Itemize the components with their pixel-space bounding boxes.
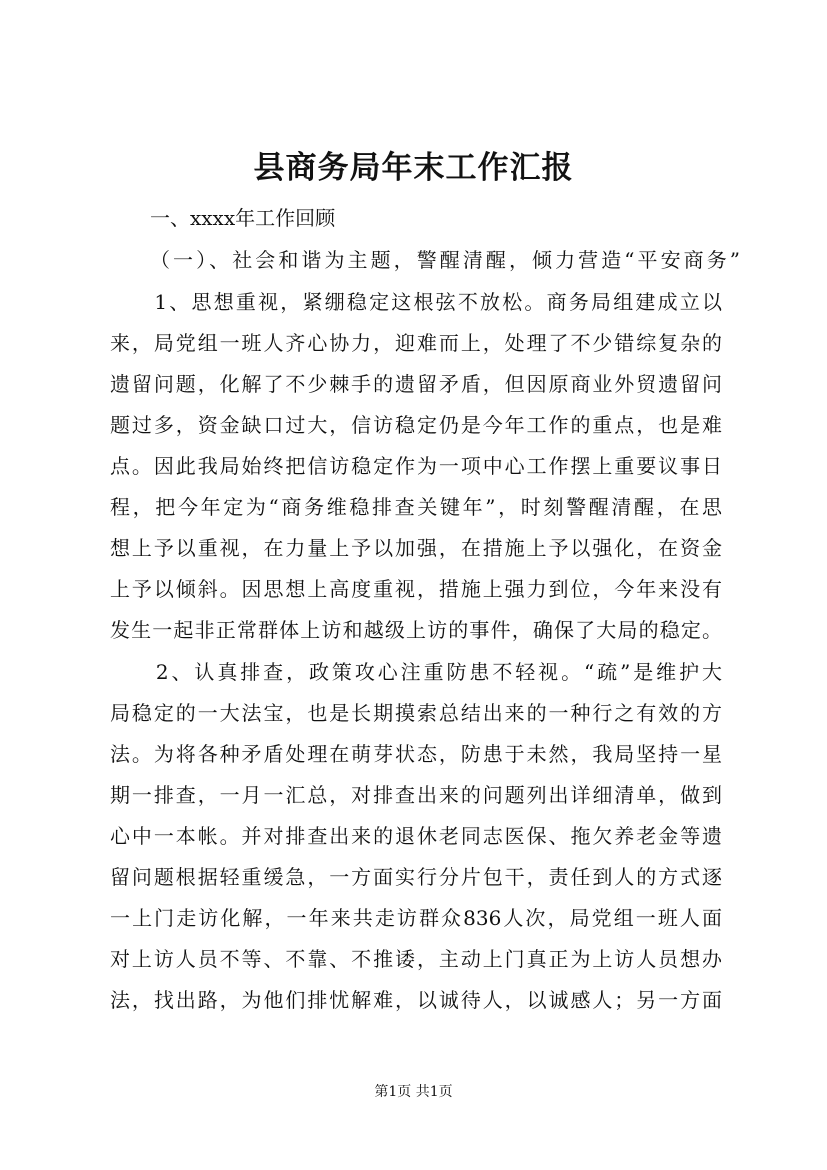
- paragraph-line: 题过多，资金缺口过大，信访稳定仍是今年工作的重点，也是难: [110, 413, 722, 437]
- paragraph-line: 对上访人员不等、不靠、不推诿，主动上门真正为上访人员想办: [110, 947, 722, 971]
- section-heading: 一、xxxx年工作回顾: [110, 206, 336, 230]
- paragraph-line: 局稳定的一大法宝，也是长期摸索总结出来的一种行之有效的方: [110, 701, 722, 725]
- paragraph-line: 发生一起非正常群体上访和越级上访的事件，确保了大局的稳定。: [110, 618, 722, 642]
- paragraph-line: 来，局党组一班人齐心协力，迎难而上，处理了不少错综复杂的: [110, 331, 722, 355]
- paragraph-line: 上予以倾斜。因思想上高度重视，措施上强力到位，今年来没有: [110, 577, 722, 601]
- paragraph-line: 2、认真排查，政策攻心注重防患不轻视。“疏”是维护大: [110, 660, 722, 684]
- subsection-heading: （一）、社会和谐为主题，警醒清醒，倾力营造“平安商务”: [150, 248, 740, 272]
- paragraph-line: 留问题根据轻重缓急，一方面实行分片包干，责任到人的方式逐: [110, 865, 722, 889]
- document-title: 县商务局年末工作汇报: [253, 150, 574, 186]
- paragraph-line: 程，把今年定为“商务维稳排查关键年”，时刻警醒清醒，在思: [110, 495, 722, 519]
- paragraph-line: 点。因此我局始终把信访稳定作为一项中心工作摆上重要议事日: [110, 454, 722, 478]
- page-footer: 第1页 共1页: [374, 1084, 453, 1100]
- paragraph-line: 遗留问题，化解了不少棘手的遗留矛盾，但因原商业外贸遗留问: [110, 372, 722, 396]
- paragraph-line: 1、思想重视，紧绷稳定这根弦不放松。商务局组建成立以: [110, 290, 722, 314]
- paragraph-line: 法。为将各种矛盾处理在萌芽状态，防患于未然，我局坚持一星: [110, 742, 722, 766]
- paragraph-line: 一上门走访化解，一年来共走访群众836人次，局党组一班人面: [110, 906, 722, 930]
- paragraph-line: 想上予以重视，在力量上予以加强，在措施上予以强化，在资金: [110, 536, 722, 560]
- paragraph-line: 期一排查，一月一汇总，对排查出来的问题列出详细清单，做到: [110, 783, 722, 807]
- paragraph-line: 心中一本帐。并对排查出来的退休老同志医保、拖欠养老金等遗: [110, 824, 722, 848]
- paragraph-line: 法，找出路，为他们排忧解难，以诚待人，以诚感人；另一方面: [110, 988, 722, 1012]
